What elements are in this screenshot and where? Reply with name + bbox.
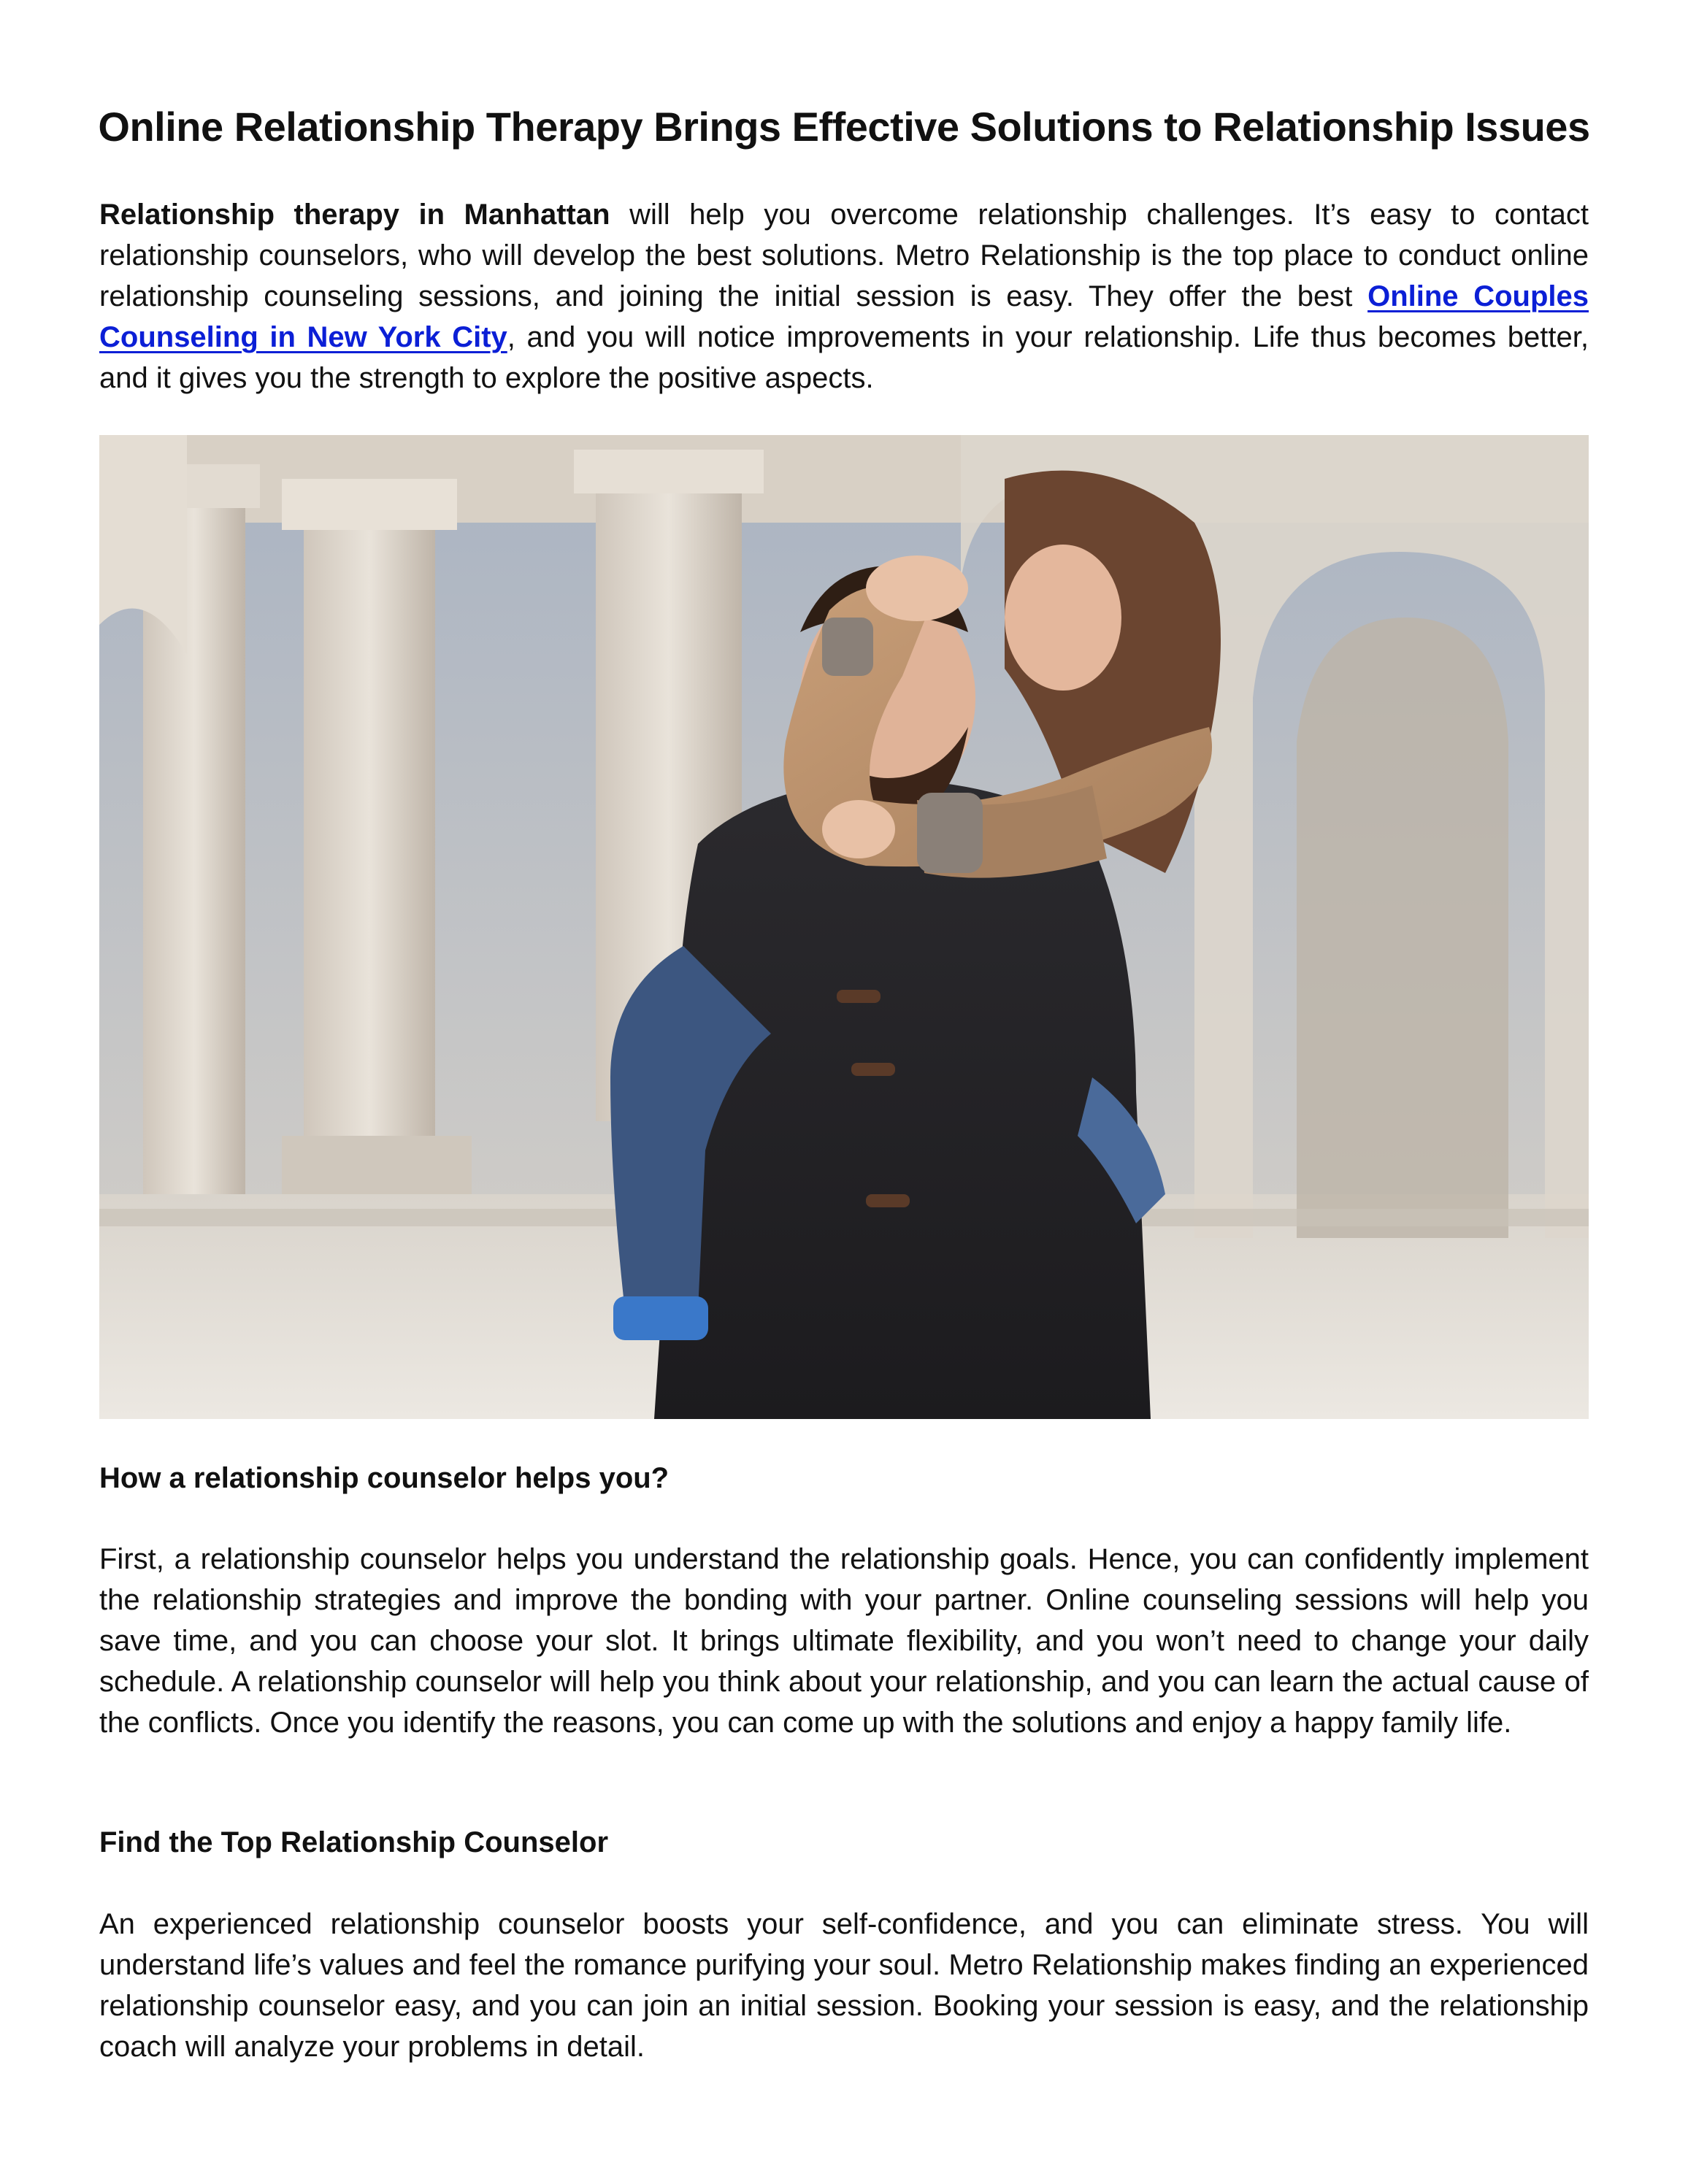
intro-paragraph — [99, 194, 1589, 399]
section-heading: Find the Top Relationship Counselor — [99, 1826, 609, 1858]
page-title: Online Relationship Therapy Brings Effective Solutions to Relationship Issues — [98, 104, 1590, 150]
couple-photo — [99, 435, 1589, 1419]
section-body: First, a relationship counselor helps you understand the relationship goals. Hence, you can confidently implement the relationship strategies and improve the bonding with your partner. Online counseling sessions will help you save time, and you can choose your slot. It brings ultimate flexibility, and you won’t need to change your daily schedule. A relationship counselor will help you think about your relationship, and you can learn the actual cause of the conflicts. Once you identify the reasons, you can come up with the solutions and enjoy a happy family life. — [99, 1543, 1589, 1739]
intro-text-1: will help you overcome relationship challenges. It’s easy to contact relationship counselors, who will develop the best solutions. Metro Relationship is the top place to conduct online relationship counseling sessions, and joining the initial session is easy. They offer the best — [99, 199, 1589, 312]
couples-counseling-link[interactable]: Online Couples Counseling in New York City — [99, 280, 1589, 353]
section-body: An experienced relationship counselor boosts your self-confidence, and you can eliminate stress. You will understand life’s values and feel the romance purifying your soul. Metro Relationship makes finding an experienced relationship counselor easy, and you can join an initial session. Booking your session is easy, and the relationship coach will analyze your problems in detail. — [99, 1908, 1589, 2063]
intro-lead-bold: Relationship therapy in Manhattan — [99, 199, 610, 231]
section-heading: How a relationship counselor helps you? — [99, 1462, 670, 1494]
intro-text-2: , and you will notice improvements in your relationship. Life thus becomes better, and it gives you the strength to explore the positive aspects. — [99, 321, 1589, 394]
